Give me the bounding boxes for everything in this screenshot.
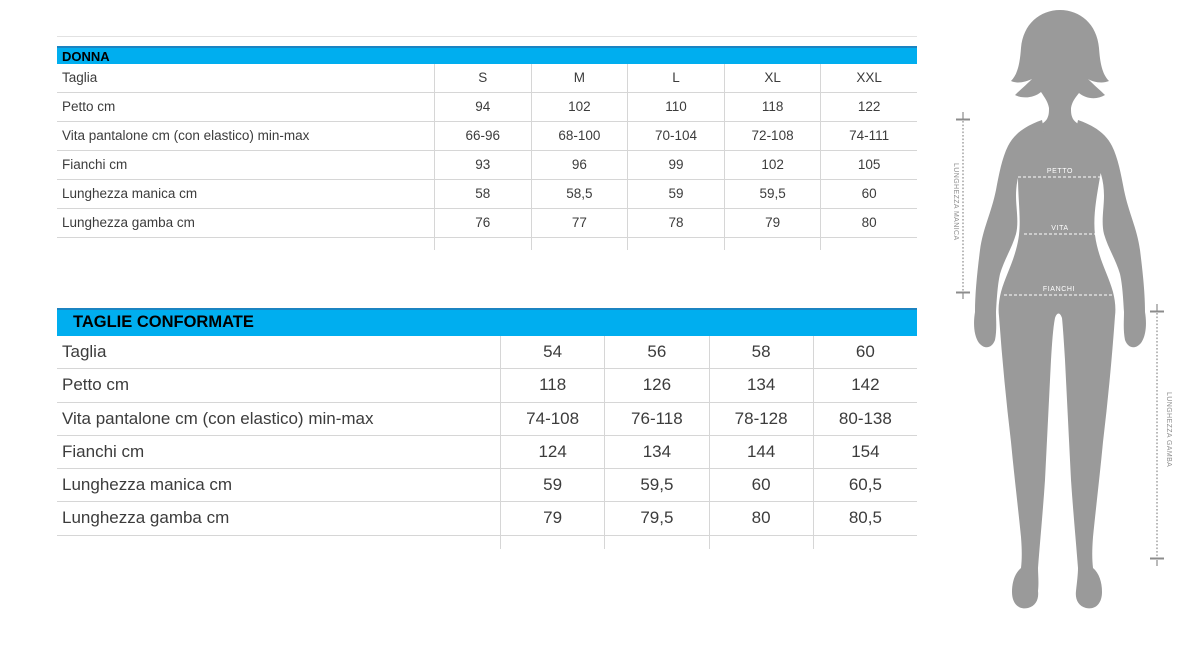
- conformate-table-title: TAGLIE CONFORMATE: [73, 313, 254, 331]
- value-cell: 78: [627, 209, 724, 237]
- table-row: [57, 403, 917, 436]
- value-cell: 59,5: [604, 469, 708, 501]
- value-cell: 118: [500, 369, 604, 401]
- row-label: Fianchi cm: [62, 441, 145, 461]
- value-cell: 134: [604, 436, 708, 468]
- value-cell: 66-96: [434, 122, 531, 150]
- value-cell: 59,5: [724, 180, 821, 208]
- value-cell: 78-128: [709, 403, 813, 435]
- table-row: [57, 93, 917, 122]
- row-label: Lunghezza gamba cm: [62, 215, 195, 230]
- value-cell: 102: [724, 151, 821, 179]
- size-cell: 60: [813, 336, 917, 368]
- size-cell: 54: [500, 336, 604, 368]
- table-column-stubs: [57, 536, 917, 549]
- value-cell: 80: [820, 209, 917, 237]
- table-row: [57, 64, 917, 93]
- row-label: Petto cm: [62, 99, 116, 114]
- chest-label: PETTO: [1046, 168, 1074, 175]
- size-cell: XL: [724, 64, 821, 92]
- value-cell: 144: [709, 436, 813, 468]
- body-silhouette: [999, 10, 1116, 608]
- table-row: [57, 151, 917, 180]
- size-cell: L: [627, 64, 724, 92]
- value-cell: 70-104: [627, 122, 724, 150]
- value-cell: 94: [434, 93, 531, 121]
- table-column-stubs: [57, 238, 917, 250]
- sleeve-length-measure: [952, 112, 970, 299]
- value-cell: 102: [531, 93, 628, 121]
- taglie-conformate-table: [57, 308, 917, 549]
- table-row: [57, 336, 917, 369]
- value-cell: 99: [627, 151, 724, 179]
- value-cell: 105: [820, 151, 917, 179]
- value-cell: 154: [813, 436, 917, 468]
- value-cell: 59: [627, 180, 724, 208]
- value-cell: 72-108: [724, 122, 821, 150]
- row-label: Petto cm: [62, 375, 130, 395]
- value-cell: 80: [709, 502, 813, 534]
- value-cell: 93: [434, 151, 531, 179]
- value-cell: 76-118: [604, 403, 708, 435]
- table-row: [57, 369, 917, 402]
- value-cell: 110: [627, 93, 724, 121]
- value-cell: 80-138: [813, 403, 917, 435]
- size-cell: S: [434, 64, 531, 92]
- female-silhouette-figure: [930, 2, 1192, 662]
- value-cell: 58,5: [531, 180, 628, 208]
- row-label: Vita pantalone cm (con elastico) min-max: [62, 128, 310, 143]
- value-cell: 68-100: [531, 122, 628, 150]
- row-label: Lunghezza manica cm: [62, 475, 233, 495]
- value-cell: 59: [500, 469, 604, 501]
- value-cell: 80,5: [813, 502, 917, 534]
- value-cell: 118: [724, 93, 821, 121]
- row-label: Taglia: [62, 70, 98, 85]
- value-cell: 124: [500, 436, 604, 468]
- value-cell: 74-108: [500, 403, 604, 435]
- value-cell: 58: [434, 180, 531, 208]
- row-label: Vita pantalone cm (con elastico) min-max: [62, 408, 374, 428]
- value-cell: 60,5: [813, 469, 917, 501]
- row-label: Lunghezza gamba cm: [62, 508, 230, 528]
- row-label: Taglia: [62, 342, 107, 361]
- donna-table-title: DONNA: [62, 49, 110, 64]
- value-cell: 142: [813, 369, 917, 401]
- table-row: [57, 180, 917, 209]
- row-label: Fianchi cm: [62, 157, 128, 172]
- value-cell: 76: [434, 209, 531, 237]
- donna-table-header: [57, 46, 917, 64]
- value-cell: 60: [709, 469, 813, 501]
- value-cell: 126: [604, 369, 708, 401]
- sleeve-length-label: LUNGHEZZA MANICA: [952, 163, 959, 241]
- table-row: [57, 209, 917, 238]
- row-label: Lunghezza manica cm: [62, 186, 198, 201]
- value-cell: 79: [500, 502, 604, 534]
- table-row: [57, 122, 917, 151]
- value-cell: 134: [709, 369, 813, 401]
- leg-length-label: LUNGHEZZA GAMBA: [1165, 392, 1172, 468]
- table-row: [57, 436, 917, 469]
- value-cell: 77: [531, 209, 628, 237]
- leg-length-measure: [1150, 304, 1172, 566]
- size-cell: M: [531, 64, 628, 92]
- size-cell: 56: [604, 336, 708, 368]
- value-cell: 79,5: [604, 502, 708, 534]
- donna-size-table: [57, 36, 917, 250]
- waist-label: VITA: [1051, 225, 1069, 232]
- value-cell: 74-111: [820, 122, 917, 150]
- size-cell: 58: [709, 336, 813, 368]
- value-cell: 122: [820, 93, 917, 121]
- hips-label: FIANCHI: [1042, 286, 1076, 293]
- table-row: [57, 469, 917, 502]
- conformate-table-header: [57, 308, 917, 336]
- value-cell: 60: [820, 180, 917, 208]
- size-cell: XXL: [820, 64, 917, 92]
- value-cell: 96: [531, 151, 628, 179]
- value-cell: 79: [724, 209, 821, 237]
- table-row: [57, 502, 917, 535]
